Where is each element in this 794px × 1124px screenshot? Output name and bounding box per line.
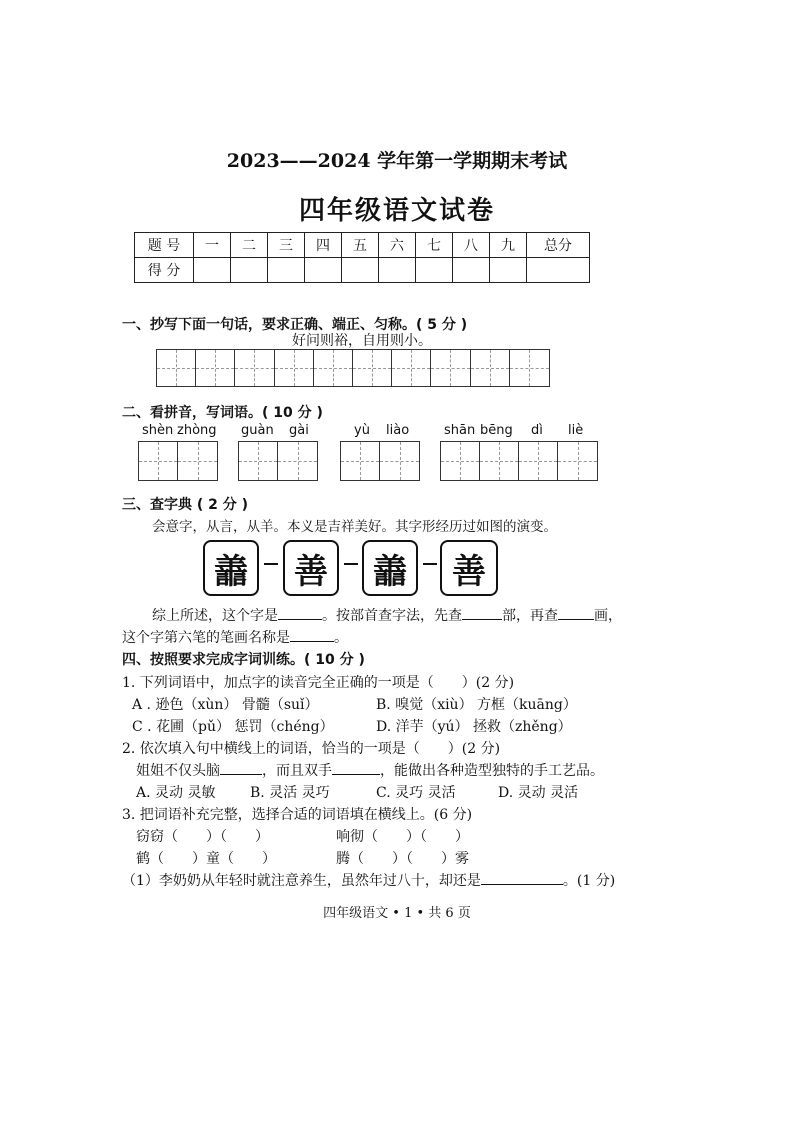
score-header-row	[135, 233, 590, 258]
option-2c[interactable]: C. 灵巧 灵活	[376, 785, 456, 801]
answer-blank[interactable]	[481, 884, 563, 885]
score-col: 八	[453, 233, 490, 258]
score-col: 六	[379, 233, 416, 258]
score-cell[interactable]	[379, 258, 416, 283]
evolution-dash	[344, 563, 358, 565]
score-col: 三	[268, 233, 305, 258]
pinyin-answer-grid[interactable]	[340, 441, 420, 481]
paper-title: 四年级语文试卷	[298, 196, 495, 226]
evolution-dash	[423, 563, 437, 565]
score-col: 九	[490, 233, 527, 258]
question-1: 1. 下列词语中，加点字的读音完全正确的一项是（ ）(2 分)	[122, 675, 515, 691]
seal-glyph-1: 譱	[203, 540, 259, 596]
pinyin: zhòng	[177, 423, 217, 438]
score-cell[interactable]	[416, 258, 453, 283]
score-col: 五	[342, 233, 379, 258]
score-col: 四	[305, 233, 342, 258]
copy-writing-grid[interactable]	[156, 349, 550, 387]
question-3-sub1: （1）李奶奶从年轻时就注意养生，虽然年过八十，却还是 。(1 分)	[122, 873, 616, 889]
pinyin: guàn	[241, 423, 274, 438]
pinyin: liè	[568, 423, 584, 438]
pinyin: yù	[354, 423, 370, 438]
option-1b[interactable]: B. 嗅觉（xiù） 方框（kuāng）	[376, 697, 577, 713]
score-table	[134, 232, 590, 283]
pinyin: shān	[444, 423, 476, 438]
answer-blank[interactable]	[332, 774, 380, 775]
page-footer: 四年级语文 • 1 • 共 6 页	[323, 906, 471, 921]
pinyin-answer-grid[interactable]	[238, 441, 318, 481]
option-1c[interactable]: C . 花圃（pǔ） 惩罚（chéng）	[132, 719, 334, 735]
idiom-fill-3[interactable]: 鹤（ ）童（ ）	[136, 851, 276, 867]
option-1d[interactable]: D. 洋芋（yú） 拯救（zhěng）	[376, 719, 572, 735]
dictionary-question-line2: 这个字第六笔的笔画名称是 。	[122, 630, 348, 646]
idiom-fill-4[interactable]: 腾（ ）（ ）雾	[336, 851, 469, 867]
dictionary-question-line1: 综上所述，这个字是 。按部首查字法，先查 部，再查 画，	[152, 608, 622, 624]
section-4-heading: 四、按照要求完成字词训练。( 10 分 )	[122, 652, 365, 668]
answer-blank[interactable]	[220, 774, 262, 775]
answer-blank[interactable]	[558, 619, 594, 620]
question-2: 2. 依次填入句中横线上的词语，恰当的一项是（ ）(2 分)	[122, 741, 501, 757]
seal-glyph-4: 善	[440, 540, 498, 596]
answer-blank[interactable]	[278, 619, 322, 620]
pinyin: bēng	[480, 423, 513, 438]
option-1a[interactable]: A . 逊色（xùn） 骨髓（suǐ）	[132, 697, 319, 713]
score-row-label: 得 分	[135, 258, 194, 283]
score-value-row	[135, 258, 590, 283]
pinyin: shèn	[142, 423, 174, 438]
exam-title: 2023——2024 学年第一学期期末考试	[226, 150, 568, 172]
pinyin-answer-grid[interactable]	[440, 441, 598, 481]
score-cell[interactable]	[231, 258, 268, 283]
pinyin: liào	[386, 423, 410, 438]
section-3-heading: 三、查字典 ( 2 分 )	[122, 497, 249, 513]
score-cell[interactable]	[194, 258, 231, 283]
score-cell[interactable]	[268, 258, 305, 283]
evolution-dash	[264, 563, 278, 565]
score-col-label: 题 号	[135, 233, 194, 258]
score-col: 一	[194, 233, 231, 258]
seal-glyph-2: 善	[283, 540, 339, 596]
score-col: 二	[231, 233, 268, 258]
score-cell[interactable]	[453, 258, 490, 283]
question-2-sentence: 姐姐不仅头脑 ，而且双手 ，能做出各种造型独特的手工艺品。	[136, 763, 604, 779]
score-cell[interactable]	[490, 258, 527, 283]
seal-glyph-3: 譱	[362, 540, 418, 596]
option-2b[interactable]: B. 灵活 灵巧	[250, 785, 330, 801]
score-cell[interactable]	[527, 258, 590, 283]
section-1-heading: 一、抄写下面一句话，要求正确、端正、匀称。( 5 分 )	[122, 317, 468, 333]
idiom-fill-2[interactable]: 响彻（ ）（ ）	[336, 829, 469, 845]
idiom-fill-1[interactable]: 窃窃（ ）（ ）	[136, 829, 269, 845]
copy-sentence: 好问则裕，自用则小。	[292, 333, 432, 349]
score-cell[interactable]	[342, 258, 379, 283]
answer-blank[interactable]	[290, 641, 334, 642]
section-2-heading: 二、看拼音，写词语。( 10 分 )	[122, 405, 323, 421]
dictionary-intro: 会意字，从言，从羊。本义是吉祥美好。其字形经历过如图的演变。	[152, 519, 557, 535]
option-2a[interactable]: A. 灵动 灵敏	[136, 785, 216, 801]
option-2d[interactable]: D. 灵动 灵活	[498, 785, 579, 801]
question-3: 3. 把词语补充完整，选择合适的词语填在横线上。(6 分)	[122, 807, 473, 823]
pinyin: gài	[289, 423, 309, 438]
pinyin: dì	[531, 423, 543, 438]
score-cell[interactable]	[305, 258, 342, 283]
score-col: 七	[416, 233, 453, 258]
pinyin-answer-grid[interactable]	[138, 441, 218, 481]
score-col-total: 总分	[527, 233, 590, 258]
answer-blank[interactable]	[462, 619, 502, 620]
